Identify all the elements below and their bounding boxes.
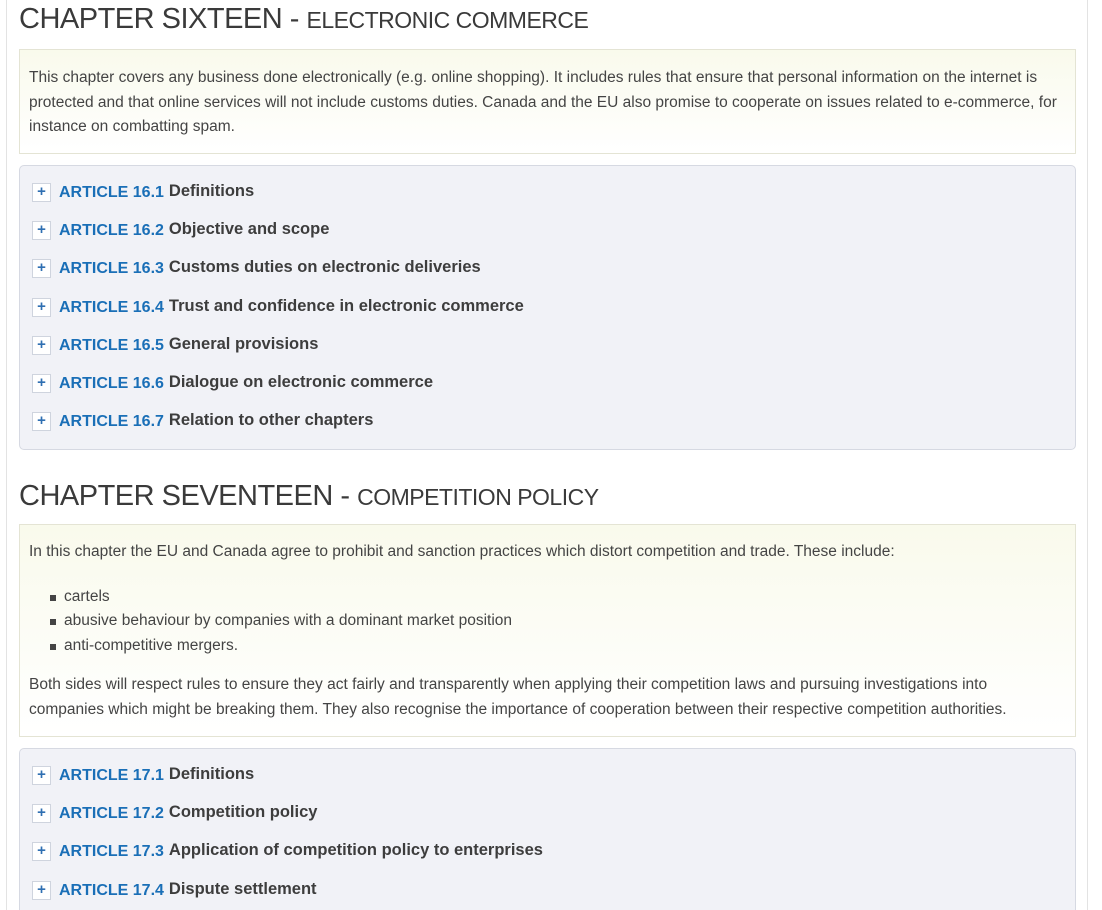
chapter-summary bbox=[19, 524, 1076, 737]
main-content bbox=[19, 0, 1076, 910]
article-item[interactable] bbox=[32, 256, 1075, 294]
article-title[interactable]: Dispute settlement bbox=[168, 879, 317, 898]
article-item[interactable] bbox=[32, 295, 1075, 333]
article-number[interactable]: ARTICLE 16.1 bbox=[59, 184, 164, 201]
article-item[interactable] bbox=[32, 763, 1075, 801]
chapter-title-main: CHAPTER SIXTEEN bbox=[19, 3, 283, 35]
article-item[interactable] bbox=[32, 333, 1075, 371]
chapter-title-separator: - bbox=[282, 3, 307, 35]
article-item[interactable] bbox=[32, 878, 1075, 910]
summary-intro: In this chapter the EU and Canada agree to prohibit and sanction practices which distort competition and trade. These include: bbox=[29, 543, 895, 560]
summary-paragraph: This chapter covers any business done electronically (e.g. online shopping). It includes rules that ensure that personal information on the internet is protected and that online services will not include customs duties. Canada and the EU also promise to cooperate on issues related to e-commerce, for instance on combatting spam. bbox=[29, 69, 1057, 135]
article-list bbox=[19, 165, 1076, 450]
chapter-title bbox=[19, 4, 1076, 38]
plus-icon[interactable]: + bbox=[32, 804, 51, 823]
plus-icon[interactable]: + bbox=[32, 374, 51, 393]
bullet-item bbox=[29, 609, 1065, 634]
plus-icon[interactable]: + bbox=[32, 412, 51, 431]
chapter-title bbox=[19, 479, 1076, 513]
summary-outro: Both sides will respect rules to ensure they act fairly and transparently when applying their competition laws and pursuing investigations into companies which might be breaking them. They also recognise the importance of cooperation between their respective competition authorities. bbox=[29, 676, 1007, 718]
plus-icon[interactable]: + bbox=[32, 259, 51, 278]
article-list bbox=[19, 748, 1076, 910]
bullet-text: anti-competitive mergers. bbox=[64, 636, 239, 654]
article-title[interactable]: Definitions bbox=[168, 182, 255, 200]
article-number[interactable]: ARTICLE 16.2 bbox=[59, 222, 164, 240]
chapter-summary bbox=[19, 49, 1076, 154]
plus-icon[interactable]: + bbox=[32, 183, 51, 202]
chapter-title-main: CHAPTER SEVENTEEN bbox=[19, 480, 333, 512]
article-title[interactable]: Relation to other chapters bbox=[168, 411, 374, 430]
summary-bullet-list bbox=[29, 585, 1065, 659]
article-title[interactable]: Competition policy bbox=[168, 803, 318, 822]
square-bullet bbox=[50, 595, 56, 601]
article-title[interactable]: Definitions bbox=[168, 765, 255, 783]
square-bullet bbox=[50, 644, 56, 650]
plus-icon[interactable]: + bbox=[32, 881, 51, 900]
article-title[interactable]: Trust and confidence in electronic commerce bbox=[168, 296, 524, 315]
chapter-title-subject: ELECTRONIC COMMERCE bbox=[306, 7, 589, 33]
article-number[interactable]: ARTICLE 16.5 bbox=[59, 336, 164, 354]
plus-icon[interactable]: + bbox=[32, 766, 51, 785]
bullet-text: cartels bbox=[64, 587, 110, 605]
article-number[interactable]: ARTICLE 16.6 bbox=[59, 374, 164, 392]
article-number[interactable]: ARTICLE 17.1 bbox=[59, 767, 164, 784]
article-number[interactable]: ARTICLE 17.3 bbox=[59, 843, 164, 861]
article-item[interactable] bbox=[32, 218, 1075, 256]
article-title[interactable]: Application of competition policy to enterprises bbox=[168, 841, 543, 860]
bullet-text: abusive behaviour by companies with a dominant market position bbox=[64, 612, 513, 629]
article-number[interactable]: ARTICLE 17.4 bbox=[59, 881, 164, 899]
article-number[interactable]: ARTICLE 17.2 bbox=[59, 805, 164, 823]
bullet-item bbox=[29, 585, 1065, 610]
plus-icon[interactable]: + bbox=[32, 298, 51, 317]
article-title[interactable]: Customs duties on electronic deliveries bbox=[168, 258, 481, 277]
chapter-title-separator: - bbox=[332, 480, 358, 512]
square-bullet bbox=[50, 619, 56, 625]
article-item[interactable] bbox=[32, 801, 1075, 839]
article-item[interactable] bbox=[32, 180, 1075, 218]
plus-icon[interactable]: + bbox=[32, 336, 51, 355]
chapter-title-subject: COMPETITION POLICY bbox=[357, 484, 599, 510]
article-title[interactable]: Objective and scope bbox=[168, 220, 330, 239]
article-number[interactable]: ARTICLE 16.4 bbox=[59, 298, 164, 316]
article-item[interactable] bbox=[32, 371, 1075, 409]
article-item[interactable] bbox=[32, 409, 1075, 447]
article-title[interactable]: Dialogue on electronic commerce bbox=[168, 372, 434, 391]
article-title[interactable]: General provisions bbox=[168, 334, 319, 353]
plus-icon[interactable]: + bbox=[32, 842, 51, 861]
article-number[interactable]: ARTICLE 16.7 bbox=[59, 413, 164, 431]
article-number[interactable]: ARTICLE 16.3 bbox=[59, 260, 164, 278]
plus-icon[interactable]: + bbox=[32, 221, 51, 240]
article-item[interactable] bbox=[32, 839, 1075, 877]
bullet-item bbox=[29, 634, 1065, 659]
